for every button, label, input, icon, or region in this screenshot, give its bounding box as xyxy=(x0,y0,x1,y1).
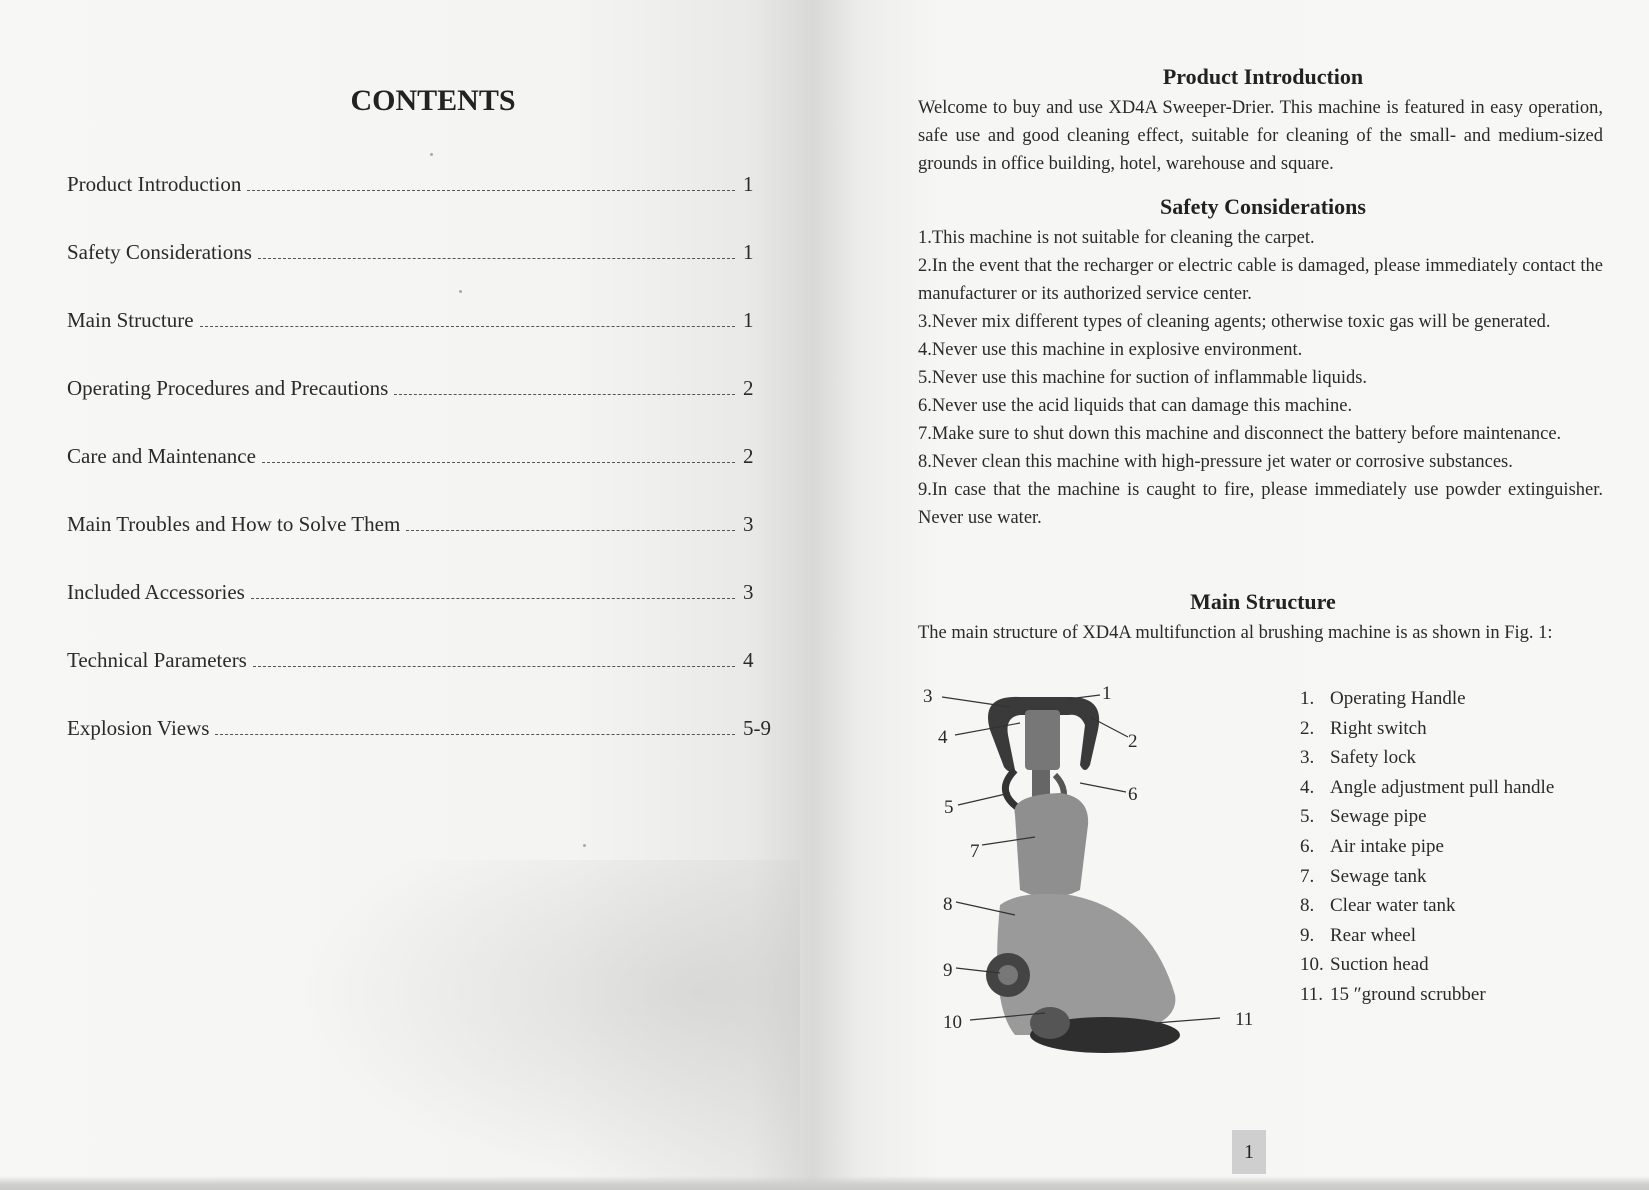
part-number: 3. xyxy=(1300,747,1315,769)
part-item xyxy=(1300,954,1554,984)
part-name: Angle adjustment pull handle xyxy=(1330,776,1555,798)
part-number: 9. xyxy=(1300,924,1315,946)
part-item xyxy=(1300,806,1554,836)
part-item xyxy=(1300,688,1554,718)
machine-figure xyxy=(920,675,1280,1100)
contents-title: CONTENTS xyxy=(350,84,516,117)
safety-item: 3.Never mix different types of cleaning agents; otherwise toxic gas will be generated. xyxy=(918,312,1551,332)
toc-entry[interactable] xyxy=(67,580,777,648)
part-name: Safety lock xyxy=(1330,747,1417,769)
callout-9: 9 xyxy=(943,960,953,981)
part-name: Right switch xyxy=(1330,717,1427,739)
paper-speck xyxy=(459,290,462,293)
toc-entry-label: Explosion Views xyxy=(67,716,210,740)
callout-7: 7 xyxy=(970,841,980,862)
toc-entry[interactable] xyxy=(67,240,777,308)
toc-entry[interactable] xyxy=(67,444,777,512)
toc-entry-label: Safety Considerations xyxy=(67,240,252,264)
callout-3: 3 xyxy=(923,686,933,707)
part-item xyxy=(1300,747,1554,777)
part-item xyxy=(1300,836,1554,866)
part-number: 7. xyxy=(1300,865,1315,887)
safety-item: 8.Never clean this machine with high-pressure jet water or corrosive substances. xyxy=(918,452,1513,472)
callout-8: 8 xyxy=(943,894,953,915)
parts-list xyxy=(1300,688,1554,1014)
part-number: 6. xyxy=(1300,835,1315,857)
section-title-product-introduction: Product Introduction xyxy=(1162,64,1364,89)
toc-entry-label: Care and Maintenance xyxy=(67,444,256,468)
part-item xyxy=(1300,866,1554,896)
safety-item: 7.Make sure to shut down this machine and disconnect the battery before maintenance. xyxy=(918,424,1562,444)
toc-entry-page: 1 xyxy=(743,172,754,196)
toc-leader xyxy=(253,665,735,667)
toc-leader xyxy=(247,189,735,191)
part-number: 5. xyxy=(1300,806,1315,828)
machine-illustration xyxy=(920,675,1280,1100)
toc-entry[interactable] xyxy=(67,716,777,784)
safety-item: 5.Never use this machine for suction of inflammable liquids. xyxy=(918,368,1368,388)
toc-entry[interactable] xyxy=(67,512,777,580)
intro-paragraph: Welcome to buy and use XD4A Sweeper-Drier. This machine is featured in easy operation, safe use and good cleaning effect, suitable for cleaning of the small- and medium-sized grounds in office building, hotel, warehouse and square. xyxy=(918,98,1603,174)
safety-list-container xyxy=(918,224,1603,532)
part-name: Air intake pipe xyxy=(1330,835,1444,857)
section-title-safety: Safety Considerations xyxy=(1160,194,1366,219)
safety-list xyxy=(918,224,1603,532)
part-number: 4. xyxy=(1300,776,1315,798)
structure-paragraph: The main structure of XD4A multifunction al brushing machine is as shown in Fig. 1: xyxy=(918,623,1553,643)
wheel-hub xyxy=(998,965,1018,985)
suction-head-shape xyxy=(1030,1007,1070,1039)
part-name: Sewage pipe xyxy=(1330,806,1427,828)
toc-entry-label: Main Troubles and How to Solve Them xyxy=(67,512,401,536)
part-item xyxy=(1300,925,1554,955)
part-number: 8. xyxy=(1300,895,1315,917)
part-name: Operating Handle xyxy=(1330,688,1466,709)
toc-entry-page: 5-9 xyxy=(743,716,771,740)
callout-5: 5 xyxy=(944,797,954,818)
control-panel xyxy=(1025,710,1060,770)
page-bottom-edge xyxy=(0,1176,1649,1190)
part-number: 2. xyxy=(1300,717,1315,739)
callout-1: 1 xyxy=(1102,683,1112,704)
part-name: Clear water tank xyxy=(1330,895,1456,917)
callout-11: 11 xyxy=(1235,1009,1254,1030)
toc-entry-label: Operating Procedures and Precautions xyxy=(67,376,389,400)
paper-speck xyxy=(430,153,433,156)
part-item xyxy=(1300,895,1554,925)
toc-entry[interactable] xyxy=(67,172,777,240)
toc-entry-page: 4 xyxy=(743,648,754,672)
toc-entry-page: 3 xyxy=(743,580,754,604)
toc-entry-label: Product Introduction xyxy=(67,172,242,196)
toc-entry-label: Included Accessories xyxy=(67,580,245,604)
left-page xyxy=(0,0,815,1190)
page-number: 1 xyxy=(1232,1130,1266,1174)
toc-entry[interactable] xyxy=(67,648,777,716)
safety-item: 4.Never use this machine in explosive environment. xyxy=(918,340,1303,360)
part-item xyxy=(1300,718,1554,748)
toc-entry-label: Main Structure xyxy=(67,308,194,332)
safety-item: 1.This machine is not suitable for cleaning the carpet. xyxy=(918,228,1315,248)
part-item xyxy=(1300,777,1554,807)
sewage-tank-shape xyxy=(1015,793,1089,898)
callout-4: 4 xyxy=(938,727,948,748)
toc-entry-label: Technical Parameters xyxy=(67,648,247,672)
safety-item: 2.In the event that the recharger or electric cable is damaged, please immediately contact the manufacturer or its authorized service center. xyxy=(918,256,1603,304)
safety-item: 6.Never use the acid liquids that can damage this machine. xyxy=(918,396,1353,416)
part-name: 15 ″ground scrubber xyxy=(1330,983,1486,1005)
toc-leader xyxy=(406,529,735,531)
section-title-main-structure: Main Structure xyxy=(1190,589,1336,614)
toc-leader xyxy=(200,325,735,327)
toc-entry-page: 2 xyxy=(743,376,754,400)
part-number: 11. xyxy=(1300,983,1324,1005)
page-shadow xyxy=(300,860,800,1190)
toc-leader xyxy=(251,597,735,599)
safety-item: 9.In case that the machine is caught to fire, please immediately use powder extinguisher. Never use water. xyxy=(918,480,1603,528)
toc-entry[interactable] xyxy=(67,376,777,444)
toc-leader xyxy=(215,733,735,735)
toc-leader xyxy=(262,461,735,463)
part-name: Sewage tank xyxy=(1330,865,1427,887)
part-item xyxy=(1300,984,1554,1014)
callout-2: 2 xyxy=(1128,731,1138,752)
toc-entry-page: 1 xyxy=(743,240,754,264)
toc-entry-page: 2 xyxy=(743,444,754,468)
paper-speck xyxy=(583,844,586,847)
callout-10: 10 xyxy=(943,1012,962,1033)
part-name: Rear wheel xyxy=(1330,924,1416,946)
toc-entry-page: 1 xyxy=(743,308,754,332)
part-number: 10. xyxy=(1300,954,1324,976)
callout-6: 6 xyxy=(1128,784,1138,805)
part-number: 1. xyxy=(1300,688,1315,709)
toc-leader xyxy=(258,257,735,259)
toc-leader xyxy=(394,393,735,395)
part-name: Suction head xyxy=(1330,954,1429,976)
table-of-contents xyxy=(67,172,777,784)
toc-entry[interactable] xyxy=(67,308,777,376)
toc-entry-page: 3 xyxy=(743,512,754,536)
